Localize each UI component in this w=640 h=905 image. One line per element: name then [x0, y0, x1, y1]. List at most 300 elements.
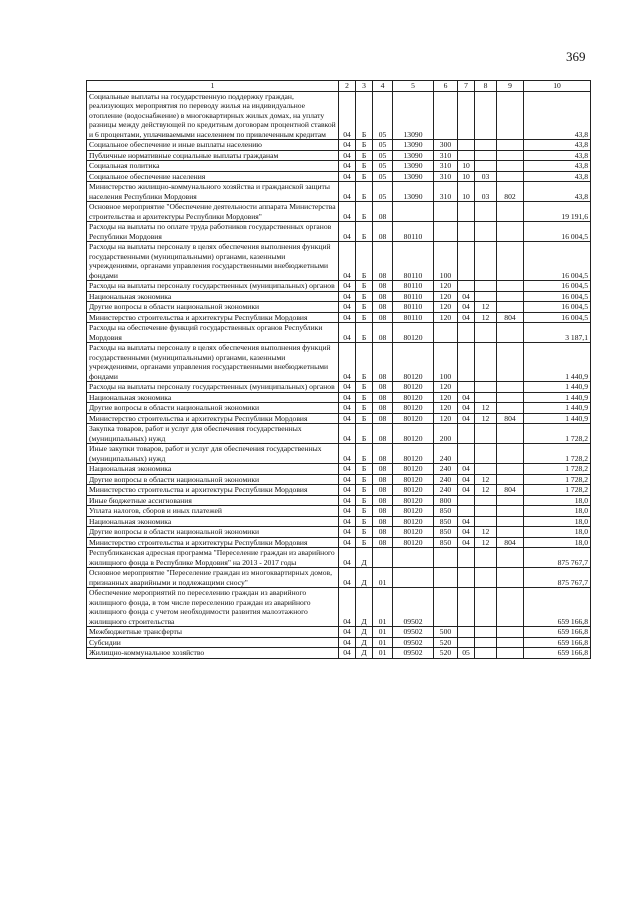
column-header: 5 [393, 81, 434, 92]
code-cell: 08 [373, 343, 393, 382]
code-cell: 80120 [393, 506, 434, 517]
code-cell: 05 [458, 648, 475, 659]
code-cell: 01 [373, 637, 393, 648]
table-row [87, 444, 591, 464]
code-cell [475, 91, 497, 140]
code-cell: Б [356, 464, 373, 475]
table-body [87, 91, 591, 658]
code-cell: 04 [339, 444, 356, 464]
amount-cell: 1 728,2 [524, 485, 591, 496]
code-cell: Б [356, 392, 373, 403]
row-name-cell: Другие вопросы в области национальной экономики [87, 474, 339, 485]
code-cell: 310 [434, 161, 458, 172]
row-name-cell: Обеспечение мероприятий по переселению граждан из аварийного жилищного фонда, в том числе переселению граждан из аварийного жилищного фонда с учетом необходимости развития малоэтажного жилищного строительства [87, 588, 339, 627]
code-cell [458, 444, 475, 464]
code-cell: 04 [339, 182, 356, 202]
code-cell: 10 [458, 161, 475, 172]
code-cell: 08 [373, 312, 393, 323]
code-cell: 120 [434, 281, 458, 292]
budget-table [86, 80, 591, 659]
table-row [87, 516, 591, 527]
amount-cell: 18,0 [524, 495, 591, 506]
code-cell: Б [356, 222, 373, 242]
code-cell: 08 [373, 516, 393, 527]
code-cell: 04 [339, 312, 356, 323]
row-name-cell: Основное мероприятие "Переселение граждан из многоквартирных домов, признанных аварийными и подлежащими сносу" [87, 568, 339, 588]
code-cell [475, 222, 497, 242]
code-cell: 04 [339, 382, 356, 393]
table-row [87, 382, 591, 393]
code-cell: 13090 [393, 91, 434, 140]
table-row [87, 281, 591, 292]
code-cell: 80110 [393, 302, 434, 313]
code-cell [458, 140, 475, 151]
code-cell: 08 [373, 222, 393, 242]
code-cell [497, 392, 524, 403]
code-cell: 01 [373, 627, 393, 638]
code-cell: 08 [373, 424, 393, 444]
amount-cell: 1 728,2 [524, 474, 591, 485]
code-cell: 04 [339, 588, 356, 627]
row-name-cell: Социальное обеспечение населения [87, 171, 339, 182]
code-cell: 05 [373, 171, 393, 182]
code-cell: 13090 [393, 161, 434, 172]
code-cell [497, 343, 524, 382]
table-row [87, 343, 591, 382]
row-name-cell: Министерство строительства и архитектуры Республики Мордовия [87, 312, 339, 323]
amount-cell: 1 728,2 [524, 424, 591, 444]
code-cell: 120 [434, 392, 458, 403]
amount-cell: 875 767,7 [524, 568, 591, 588]
code-cell [497, 527, 524, 538]
code-cell: Б [356, 382, 373, 393]
amount-cell: 1 440,9 [524, 413, 591, 424]
code-cell [458, 627, 475, 638]
column-header: 9 [497, 81, 524, 92]
code-cell: Б [356, 537, 373, 548]
code-cell [497, 627, 524, 638]
row-name-cell: Расходы на обеспечение функций государственных органов Республики Мордовия [87, 323, 339, 343]
code-cell [497, 506, 524, 517]
code-cell: 520 [434, 648, 458, 659]
amount-cell: 16 004,5 [524, 222, 591, 242]
code-cell: 08 [373, 464, 393, 475]
row-name-cell: Другие вопросы в области национальной экономики [87, 302, 339, 313]
row-name-cell: Министерство строительства и архитектуры Республики Мордовия [87, 537, 339, 548]
code-cell: 08 [373, 413, 393, 424]
code-cell: 13090 [393, 140, 434, 151]
column-header: 6 [434, 81, 458, 92]
code-cell: 240 [434, 485, 458, 496]
code-cell [497, 281, 524, 292]
code-cell: 850 [434, 537, 458, 548]
code-cell [497, 161, 524, 172]
code-cell: 04 [339, 637, 356, 648]
code-cell: 80120 [393, 382, 434, 393]
code-cell [497, 150, 524, 161]
code-cell [434, 202, 458, 222]
table-row [87, 627, 591, 638]
amount-cell: 1 440,9 [524, 382, 591, 393]
code-cell [393, 548, 434, 568]
column-header: 4 [373, 81, 393, 92]
code-cell: 13090 [393, 182, 434, 202]
table-row [87, 222, 591, 242]
code-cell: 05 [373, 91, 393, 140]
table-row [87, 150, 591, 161]
code-cell: Б [356, 171, 373, 182]
table-row [87, 291, 591, 302]
code-cell [458, 281, 475, 292]
code-cell: 13090 [393, 171, 434, 182]
code-cell: 804 [497, 485, 524, 496]
code-cell: 80120 [393, 413, 434, 424]
table-row [87, 140, 591, 151]
code-cell: 04 [339, 627, 356, 638]
amount-cell: 16 004,5 [524, 281, 591, 292]
code-cell: 120 [434, 382, 458, 393]
code-cell [475, 627, 497, 638]
table-row [87, 403, 591, 414]
code-cell [475, 382, 497, 393]
code-cell: 800 [434, 495, 458, 506]
code-cell: 80120 [393, 516, 434, 527]
code-cell [458, 222, 475, 242]
code-cell [475, 568, 497, 588]
code-cell: Б [356, 506, 373, 517]
code-cell: Д [356, 648, 373, 659]
code-cell [497, 568, 524, 588]
table-row [87, 527, 591, 538]
amount-cell: 18,0 [524, 537, 591, 548]
code-cell: Б [356, 140, 373, 151]
amount-cell: 659 166,8 [524, 627, 591, 638]
code-cell: 05 [373, 150, 393, 161]
amount-cell: 18,0 [524, 516, 591, 527]
code-cell: 13090 [393, 150, 434, 161]
code-cell: 804 [497, 537, 524, 548]
code-cell [497, 424, 524, 444]
code-cell: 80120 [393, 424, 434, 444]
code-cell: Б [356, 302, 373, 313]
code-cell: 80120 [393, 323, 434, 343]
code-cell [497, 548, 524, 568]
code-cell: 01 [373, 648, 393, 659]
code-cell: 80120 [393, 527, 434, 538]
amount-cell: 18,0 [524, 527, 591, 538]
code-cell: 04 [458, 413, 475, 424]
code-cell: Д [356, 627, 373, 638]
code-cell: 04 [339, 202, 356, 222]
code-cell [497, 291, 524, 302]
code-cell: 804 [497, 413, 524, 424]
row-name-cell: Расходы на выплаты по оплате труда работников государственных органов Республики Мордовия [87, 222, 339, 242]
code-cell: Д [356, 588, 373, 627]
amount-cell: 1 440,9 [524, 392, 591, 403]
code-cell: 120 [434, 291, 458, 302]
row-name-cell: Другие вопросы в области национальной экономики [87, 527, 339, 538]
code-cell: 80110 [393, 291, 434, 302]
code-cell: 04 [339, 413, 356, 424]
code-cell: Д [356, 637, 373, 648]
code-cell: 120 [434, 312, 458, 323]
code-cell: 04 [339, 403, 356, 414]
code-cell: 04 [339, 506, 356, 517]
column-header: 1 [87, 81, 339, 92]
code-cell: 04 [339, 648, 356, 659]
code-cell: 04 [458, 516, 475, 527]
code-cell: 80110 [393, 312, 434, 323]
row-name-cell: Социальные выплаты на государственную поддержку граждан, реализующих мероприятия по переводу жилья на индивидуальное отопление (водоснабжение) в многоквартирных жилых домах, на уплату разницы между действующей по кредитным договорам процентной ставкой и 6 процентами, уплачиваемыми населением по привлеченным кредитам [87, 91, 339, 140]
table-row [87, 637, 591, 648]
code-cell [434, 222, 458, 242]
amount-cell: 16 004,5 [524, 302, 591, 313]
code-cell: Б [356, 182, 373, 202]
code-cell [458, 568, 475, 588]
code-cell: 09502 [393, 627, 434, 638]
code-cell: 04 [339, 91, 356, 140]
code-cell: 04 [339, 424, 356, 444]
code-cell [458, 323, 475, 343]
code-cell [475, 588, 497, 627]
code-cell: Б [356, 91, 373, 140]
amount-cell: 19 191,6 [524, 202, 591, 222]
code-cell: 04 [458, 291, 475, 302]
row-name-cell: Расходы на выплаты персоналу государственных (муниципальных) органов [87, 382, 339, 393]
table-row [87, 91, 591, 140]
code-cell: 08 [373, 527, 393, 538]
table-row [87, 648, 591, 659]
code-cell: Б [356, 202, 373, 222]
code-cell: 01 [373, 568, 393, 588]
code-cell: 12 [475, 403, 497, 414]
row-name-cell: Межбюджетные трансферты [87, 627, 339, 638]
code-cell: 12 [475, 527, 497, 538]
code-cell [475, 464, 497, 475]
amount-cell: 43,8 [524, 161, 591, 172]
code-cell: 12 [475, 413, 497, 424]
row-name-cell: Расходы на выплаты персоналу в целях обеспечения выполнения функций государственными (муниципальными) органами, казенными учреждениями, органами управления государственными внебюджетными фондами [87, 242, 339, 281]
code-cell: 310 [434, 150, 458, 161]
code-cell: Б [356, 281, 373, 292]
code-cell: 300 [434, 140, 458, 151]
table-row [87, 312, 591, 323]
code-cell: Б [356, 424, 373, 444]
code-cell: Б [356, 444, 373, 464]
code-cell: 04 [339, 140, 356, 151]
code-cell [475, 444, 497, 464]
column-header: 7 [458, 81, 475, 92]
table-row [87, 392, 591, 403]
code-cell [497, 648, 524, 659]
amount-cell: 16 004,5 [524, 291, 591, 302]
code-cell [475, 548, 497, 568]
code-cell: 08 [373, 392, 393, 403]
code-cell: 100 [434, 242, 458, 281]
code-cell: Б [356, 291, 373, 302]
amount-cell: 1 728,2 [524, 444, 591, 464]
code-cell [497, 171, 524, 182]
code-cell [497, 588, 524, 627]
code-cell [458, 382, 475, 393]
amount-cell: 659 166,8 [524, 588, 591, 627]
code-cell: 12 [475, 302, 497, 313]
code-cell [458, 150, 475, 161]
table-row [87, 424, 591, 444]
code-cell [497, 242, 524, 281]
row-name-cell: Другие вопросы в области национальной экономики [87, 403, 339, 414]
code-cell: 05 [373, 161, 393, 172]
code-cell [475, 323, 497, 343]
code-cell: 04 [458, 302, 475, 313]
code-cell [475, 648, 497, 659]
code-cell: 08 [373, 485, 393, 496]
code-cell [475, 343, 497, 382]
code-cell: 04 [339, 150, 356, 161]
code-cell: 80120 [393, 537, 434, 548]
code-cell: 08 [373, 403, 393, 414]
code-cell: 850 [434, 527, 458, 538]
row-name-cell: Иные бюджетные ассигнования [87, 495, 339, 506]
code-cell: 04 [339, 392, 356, 403]
code-cell: 08 [373, 242, 393, 281]
code-cell [475, 392, 497, 403]
code-cell: 08 [373, 444, 393, 464]
code-cell [497, 444, 524, 464]
code-cell: Б [356, 312, 373, 323]
code-cell: 04 [339, 343, 356, 382]
code-cell: 09502 [393, 637, 434, 648]
code-cell: 80110 [393, 281, 434, 292]
code-cell: 08 [373, 323, 393, 343]
row-name-cell: Социальная политика [87, 161, 339, 172]
row-name-cell: Министерство строительства и архитектуры Республики Мордовия [87, 485, 339, 496]
code-cell: 500 [434, 627, 458, 638]
code-cell: 04 [339, 464, 356, 475]
code-cell [497, 202, 524, 222]
code-cell: 04 [339, 222, 356, 242]
code-cell [497, 382, 524, 393]
code-cell: 804 [497, 312, 524, 323]
code-cell [497, 495, 524, 506]
table-row [87, 568, 591, 588]
column-header: 8 [475, 81, 497, 92]
code-cell [497, 637, 524, 648]
code-cell [458, 548, 475, 568]
code-cell: 04 [339, 527, 356, 538]
code-cell: 100 [434, 343, 458, 382]
code-cell: 04 [339, 291, 356, 302]
row-name-cell: Национальная экономика [87, 392, 339, 403]
code-cell: 04 [339, 516, 356, 527]
code-cell [475, 242, 497, 281]
code-cell: 09502 [393, 588, 434, 627]
table-row [87, 548, 591, 568]
table-row [87, 302, 591, 313]
code-cell: 08 [373, 537, 393, 548]
table-row [87, 588, 591, 627]
code-cell [497, 91, 524, 140]
code-cell: 12 [475, 485, 497, 496]
row-name-cell: Иные закупки товаров, работ и услуг для обеспечения государственных (муниципальных) нужд [87, 444, 339, 464]
code-cell: 80120 [393, 474, 434, 485]
code-cell: Б [356, 403, 373, 414]
code-cell: 03 [475, 182, 497, 202]
row-name-cell: Национальная экономика [87, 291, 339, 302]
code-cell [373, 548, 393, 568]
code-cell [458, 588, 475, 627]
table-row [87, 242, 591, 281]
code-cell: 240 [434, 464, 458, 475]
code-cell [458, 637, 475, 648]
table-row [87, 171, 591, 182]
page-number: 369 [566, 49, 586, 64]
amount-cell: 43,8 [524, 140, 591, 151]
code-cell: 04 [458, 537, 475, 548]
row-name-cell: Министерство строительства и архитектуры Республики Мордовия [87, 413, 339, 424]
code-cell: 04 [339, 474, 356, 485]
code-cell: 80120 [393, 392, 434, 403]
row-name-cell: Социальное обеспечение и иные выплаты населению [87, 140, 339, 151]
code-cell: 310 [434, 182, 458, 202]
code-cell: 08 [373, 506, 393, 517]
code-cell: 04 [339, 171, 356, 182]
code-cell [458, 343, 475, 382]
row-name-cell: Основное мероприятие "Обеспечение деятельности аппарата Министерства строительства и архитектуры Республики Мордовия" [87, 202, 339, 222]
code-cell: 120 [434, 413, 458, 424]
amount-cell: 875 767,7 [524, 548, 591, 568]
code-cell: 08 [373, 281, 393, 292]
column-header: 3 [356, 81, 373, 92]
code-cell: 80120 [393, 444, 434, 464]
code-cell: 04 [458, 474, 475, 485]
row-name-cell: Жилищно-коммунальное хозяйство [87, 648, 339, 659]
code-cell: 200 [434, 424, 458, 444]
code-cell [497, 222, 524, 242]
row-name-cell: Уплата налогов, сборов и иных платежей [87, 506, 339, 517]
amount-cell: 43,8 [524, 171, 591, 182]
code-cell: Б [356, 150, 373, 161]
code-cell: Б [356, 495, 373, 506]
code-cell: Б [356, 343, 373, 382]
code-cell: 04 [339, 568, 356, 588]
code-cell: 04 [458, 392, 475, 403]
code-cell: 80120 [393, 343, 434, 382]
code-cell: 08 [373, 291, 393, 302]
code-cell [458, 506, 475, 517]
code-cell [434, 588, 458, 627]
code-cell: 10 [458, 182, 475, 202]
amount-cell: 1 728,2 [524, 464, 591, 475]
code-cell: Б [356, 323, 373, 343]
code-cell [393, 568, 434, 588]
column-header: 10 [524, 81, 591, 92]
table-row [87, 413, 591, 424]
code-cell: 04 [458, 403, 475, 414]
code-cell [475, 291, 497, 302]
code-cell [434, 548, 458, 568]
code-cell: 04 [339, 537, 356, 548]
row-name-cell: Субсидии [87, 637, 339, 648]
code-cell [475, 281, 497, 292]
code-cell: Б [356, 161, 373, 172]
code-cell: 04 [339, 548, 356, 568]
table-row [87, 464, 591, 475]
code-cell: 04 [458, 485, 475, 496]
row-name-cell: Публичные нормативные социальные выплаты гражданам [87, 150, 339, 161]
code-cell: 240 [434, 474, 458, 485]
code-cell: 80120 [393, 403, 434, 414]
